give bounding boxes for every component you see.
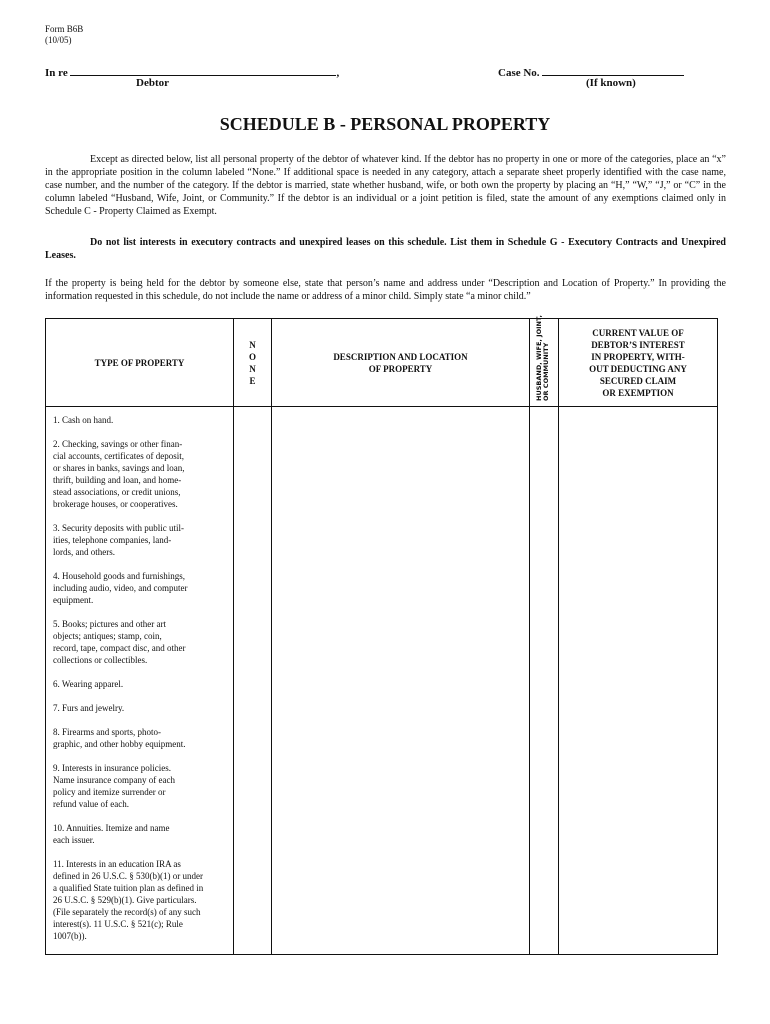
- property-category-item: [53, 726, 233, 750]
- hwjc-header-line: OR COMMUNITY: [542, 342, 550, 401]
- property-category-line: equipment.: [53, 595, 94, 605]
- property-category-item: [53, 522, 233, 558]
- property-table: [45, 315, 718, 955]
- none-header-letter: N: [249, 363, 256, 374]
- header-type-of-property: TYPE OF PROPERTY: [46, 319, 234, 407]
- property-category-line: objects; antiques; stamp, coin,: [53, 631, 162, 641]
- property-category-item: [53, 702, 233, 714]
- property-category-line: including audio, video, and computer: [53, 583, 188, 593]
- none-header-letter: E: [249, 375, 256, 386]
- property-category-line: thrift, building and loan, and home-: [53, 475, 182, 485]
- property-category-line: 11. Interests in an education IRA as: [53, 859, 181, 869]
- case-number-field[interactable]: [542, 64, 684, 76]
- table-header-row: [46, 319, 718, 407]
- property-category-line: 26 U.S.C. § 529(b)(1). Give particulars.: [53, 895, 197, 905]
- value-header-line: DEBTOR’S INTEREST: [591, 339, 685, 350]
- property-category-line: 5. Books; pictures and other art: [53, 619, 166, 629]
- husband-wife-joint-community-cell[interactable]: [530, 407, 559, 955]
- property-category-line: cial accounts, certificates of deposit,: [53, 451, 184, 461]
- description-header-line: DESCRIPTION AND LOCATION: [333, 351, 468, 362]
- instructions-paragraph-3: If the property is being held for the debtor by someone else, state that person’s name and address under “Description and Location of Property.” In providing the information requested in this schedule, do not include the name or address of a minor child. Simply state “a minor child.”: [45, 278, 726, 302]
- none-header-letter: O: [248, 351, 256, 362]
- property-category-line: refund value of each.: [53, 799, 129, 809]
- header-current-value: [559, 319, 718, 407]
- type-of-property-cell: [46, 407, 234, 955]
- description-header-line: OF PROPERTY: [368, 363, 433, 374]
- current-value-cell[interactable]: [559, 407, 718, 955]
- property-category-line: 1. Cash on hand.: [53, 415, 114, 425]
- property-category-item: [53, 438, 233, 510]
- property-category-line: defined in 26 U.S.C. § 530(b)(1) or under: [53, 871, 203, 881]
- property-category-line: collections or collectibles.: [53, 655, 148, 665]
- none-cell[interactable]: [234, 407, 272, 955]
- property-category-line: each issuer.: [53, 835, 95, 845]
- property-category-item: [53, 618, 233, 666]
- header-none: [234, 319, 272, 407]
- instructions-paragraph-2: Do not list interests in executory contracts and unexpired leases on this schedule. List them in Schedule G - Executory Contracts and Unexpired Leases.: [45, 237, 726, 261]
- property-category-line: (File separately the record(s) of any such: [53, 907, 201, 917]
- page-title: SCHEDULE B - PERSONAL PROPERTY: [219, 114, 551, 134]
- property-category-line: stead associations, or credit unions,: [53, 487, 181, 497]
- property-category-item: [53, 678, 233, 690]
- property-category-line: record, tape, compact disc, and other: [53, 643, 186, 653]
- header-husband-wife-joint-community: [530, 315, 559, 407]
- property-category-line: 8. Firearms and sports, photo-: [53, 727, 161, 737]
- value-header-line: OR EXEMPTION: [602, 387, 674, 398]
- instructions-paragraph-1: Except as directed below, list all personal property of the debtor of whatever kind. If the debtor has no property in one or more of the categories, place an “x” in the appropriate position in the column labeled “None.” If additional space is needed in any category, attach a separate sheet properly identified with the case name, case number, and the number of the category. If the debtor is married, state whether husband, wife, or both own the property by placing an “H,” “W,” “J,” or “C” in the column labeled “Husband, Wife, Joint, or Community.” If the debtor is an individual or a joint petition is filed, state the amount of any exemptions claimed only in Schedule C - Property Claimed as Exempt.: [45, 154, 726, 217]
- description-cell[interactable]: [272, 407, 530, 955]
- table-body-row: [46, 407, 718, 955]
- if-known-label: (If known): [586, 77, 636, 89]
- case-no-caption: Case No.: [498, 64, 684, 79]
- property-category-item: [53, 858, 233, 942]
- property-category-line: or shares in banks, savings and loan,: [53, 463, 185, 473]
- property-category-item: [53, 414, 233, 426]
- value-header-line: IN PROPERTY, WITH-: [591, 351, 685, 362]
- property-category-line: ities, telephone companies, land-: [53, 535, 172, 545]
- value-header-line: SECURED CLAIM: [599, 375, 677, 386]
- property-category-item: [53, 822, 233, 846]
- property-category-line: 2. Checking, savings or other finan-: [53, 439, 183, 449]
- property-category-line: 7. Furs and jewelry.: [53, 703, 125, 713]
- property-category-item: [53, 762, 233, 810]
- property-category-line: interest(s). 11 U.S.C. § 521(c); Rule: [53, 919, 183, 929]
- property-category-item: [53, 570, 233, 606]
- property-category-list: [53, 414, 233, 942]
- form-number: Form B6B (10/05): [45, 24, 84, 45]
- property-category-line: 9. Interests in insurance policies.: [53, 763, 171, 773]
- debtor-label: Debtor: [136, 77, 169, 89]
- value-header-line: OUT DEDUCTING ANY: [589, 363, 687, 374]
- value-header-line: CURRENT VALUE OF: [592, 327, 684, 338]
- property-category-line: 1007(b)).: [53, 931, 87, 941]
- property-category-line: 10. Annuities. Itemize and name: [53, 823, 170, 833]
- property-category-line: a qualified State tuition plan as defined in: [53, 883, 204, 893]
- property-category-line: lords, and others.: [53, 547, 115, 557]
- property-category-line: Name insurance company of each: [53, 775, 175, 785]
- property-category-line: 4. Household goods and furnishings,: [53, 571, 185, 581]
- property-category-line: 3. Security deposits with public util-: [53, 523, 184, 533]
- hwjc-header-line: HUSBAND, WIFE, JOINT,: [535, 315, 543, 401]
- debtor-name-field[interactable]: [70, 64, 336, 76]
- property-category-line: graphic, and other hobby equipment.: [53, 739, 186, 749]
- in-re-caption: In re ,: [45, 64, 339, 79]
- property-category-line: 6. Wearing apparel.: [53, 679, 124, 689]
- none-header-letter: N: [249, 339, 256, 350]
- property-category-line: brokerage houses, or cooperatives.: [53, 499, 178, 509]
- property-category-line: policy and itemize surrender or: [53, 787, 166, 797]
- header-description: [272, 319, 530, 407]
